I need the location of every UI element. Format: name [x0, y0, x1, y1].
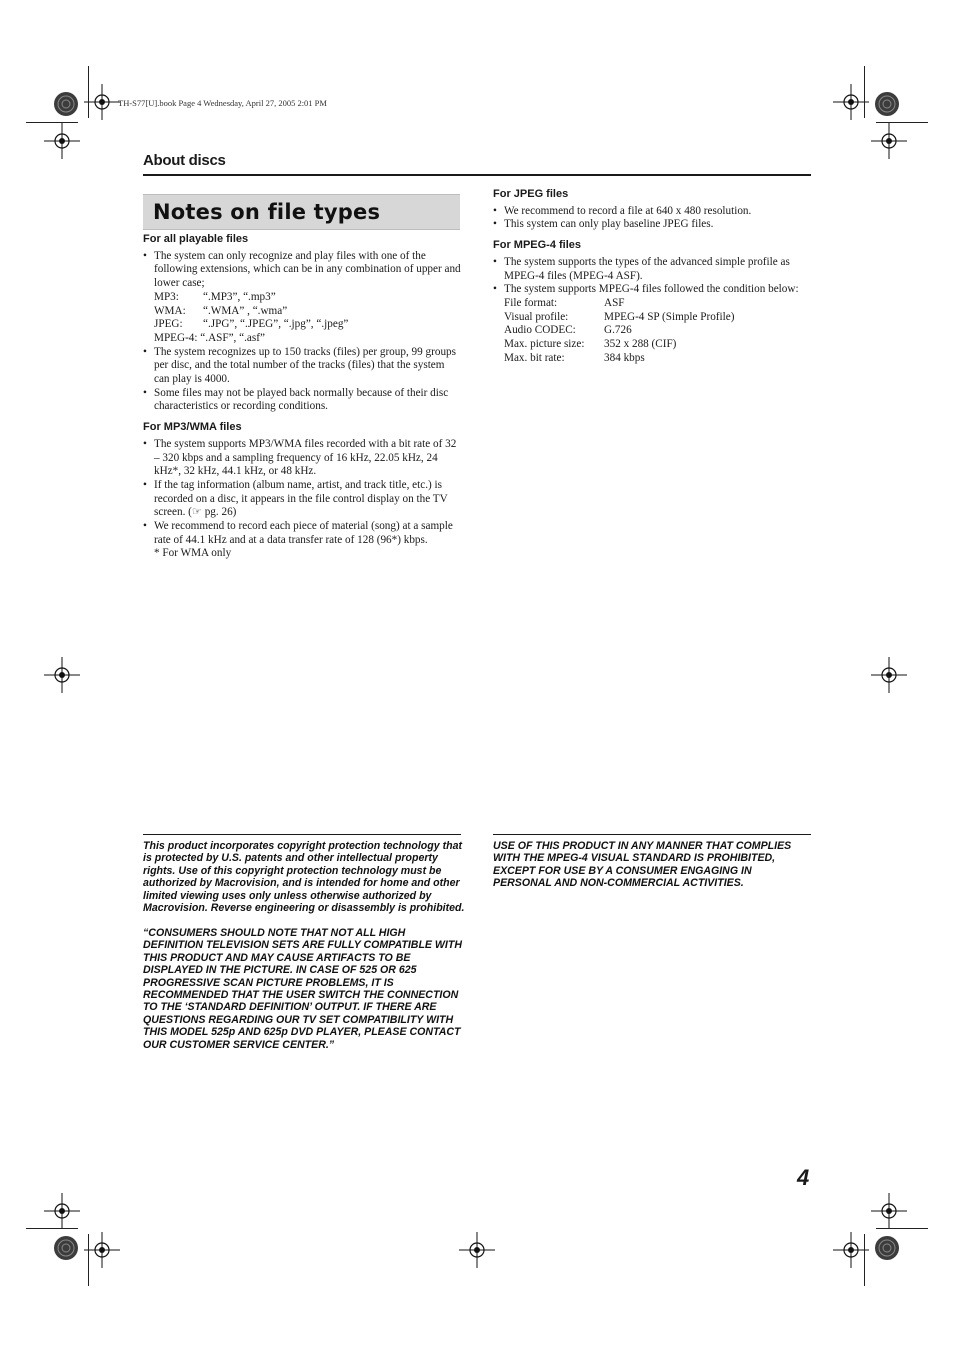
crop-line — [864, 1234, 865, 1286]
registration-mark-icon — [871, 1193, 907, 1229]
registration-mark-icon — [459, 1232, 495, 1268]
list-item: • This system can only play baseline JPEG files. — [493, 218, 811, 232]
registration-mark-icon — [871, 123, 907, 159]
section-rule — [143, 174, 811, 176]
heading-mp3-wma: For MP3/WMA files — [143, 421, 242, 434]
registration-mark-icon — [84, 1232, 120, 1268]
registration-mark-icon — [44, 1193, 80, 1229]
list-item: • The system supports the types of the advanced simple profile as MPEG-4 files (MPEG-4 ASF). — [493, 256, 811, 283]
crop-line — [88, 1234, 89, 1286]
spec-row: Max. picture size: 352 x 288 (CIF) — [504, 338, 677, 351]
heading-mpeg4: For MPEG-4 files — [493, 239, 582, 252]
spec-row: Audio CODEC: G.726 — [504, 324, 632, 337]
spiral-mark-icon — [48, 1230, 84, 1266]
spec-row: Max. bit rate: 384 kbps — [504, 351, 645, 364]
crop-line — [88, 66, 89, 118]
registration-mark-icon — [84, 84, 120, 120]
crop-line — [26, 1228, 78, 1229]
crop-line — [864, 66, 865, 118]
spec-row: File format: ASF — [504, 296, 625, 309]
list-item: • Some files may not be played back normally because of their disc characteristics or recording conditions. — [143, 387, 461, 414]
list-item: • We recommend to record a file at 640 x 480 resolution. — [493, 205, 811, 219]
list-item — [143, 250, 461, 346]
footnote: * For WMA only — [154, 547, 232, 560]
list-item: • We recommend to record each piece of material (song) at a sample rate of 44.1 kHz and at a data transfer rate of 128 (96*) kbps. — [143, 520, 461, 547]
spiral-mark-icon — [869, 86, 905, 122]
page-number: 4 — [797, 1165, 810, 1190]
list-item: • If the tag information (album name, artist, and track title, etc.) is recorded on a disc, it appears in the file control display on the TV screen. (☞ pg. 26) — [143, 479, 461, 520]
notice-rule-right — [493, 834, 811, 835]
copyright-notice — [143, 840, 465, 1051]
crop-line — [26, 122, 78, 123]
format-table — [154, 291, 348, 332]
registration-mark-icon — [871, 657, 907, 693]
section-title: About discs — [143, 152, 226, 169]
format-row: MP3: “.MP3”, “.mp3” — [154, 290, 276, 303]
bullet-text: The system supports MPEG-4 files followed the condition below: — [504, 283, 799, 296]
bullet-text: The system can only recognize and play files with one of the following extensions, which can be in any combination of upper and lower case; — [154, 249, 461, 290]
registration-mark-icon — [44, 657, 80, 693]
registration-mark-icon — [44, 123, 80, 159]
page-title: Notes on file types — [153, 200, 381, 224]
heading-all-playable: For all playable files — [143, 233, 249, 245]
mpeg4-notice — [493, 840, 813, 890]
list-item: • The system supports MP3/WMA files recorded with a bit rate of 32 – 320 kbps and a sampling frequency of 16 kHz, 22.05 kHz, 24 kHz*, 32 kHz, 44.1 kHz, or 48 kHz. — [143, 438, 461, 479]
list-item: • The system recognizes up to 150 tracks (files) per group, 99 groups per disc, and the total number of the tracks (files) that the system can play is 4000. — [143, 346, 461, 387]
left-column — [143, 233, 461, 561]
hdtv-notice: “CONSUMERS SHOULD NOTE THAT NOT ALL HIGH DEFINITION TELEVISION SETS ARE FULLY COMPATIBLE WITH THIS PRODUCT AND MAY CAUSE ARTIFACTS TO BE DISPLAYED IN THE PICTURE. IN CASE OF 525 OR 625 PROGRESSIVE SCAN PICTURE PROBLEMS, IT IS RECOMMENDED THAT THE USER SWITCH THE CONNECTION TO THE ‘STANDARD DEFINITION’ OUTPUT. IF THERE ARE QUESTIONS REGARDING OUR TV SET COMPATIBILITY WITH THIS MODEL 525p AND 625p DVD PLAYER, PLEASE CONTACT OUR CUSTOMER SERVICE CENTER.” — [143, 926, 462, 1051]
format-row: WMA: “.WMA” , “.wma” — [154, 304, 288, 317]
mpeg4-notice-text: USE OF THIS PRODUCT IN ANY MANNER THAT COMPLIES WITH THE MPEG-4 VISUAL STANDARD IS PROHIBITED, EXCEPT FOR USE BY A CONSUMER ENGAGING IN PERSONAL AND NON-COMMERCIAL ACTIVITIES. — [493, 840, 792, 890]
spiral-mark-icon — [48, 86, 84, 122]
spiral-mark-icon — [869, 1230, 905, 1266]
spec-row: Visual profile: MPEG-4 SP (Simple Profile) — [504, 310, 735, 323]
list-item — [493, 283, 811, 365]
crop-line — [876, 122, 928, 123]
print-header-info: TH-S77[U].book Page 4 Wednesday, April 27, 2005 2:01 PM — [118, 98, 327, 108]
crop-line — [876, 1228, 928, 1229]
page-title-box — [143, 194, 460, 230]
heading-jpeg: For JPEG files — [493, 188, 569, 200]
notice-rule-left — [143, 834, 461, 835]
spec-table — [504, 297, 734, 366]
macrovision-notice: This product incorporates copyright protection technology that is protected by U.S. patents and other intellectual property rights. Use of this copyright protection technology must be authorized by Macrovision, and is intended for home and other limited viewing uses only unless otherwise authorized by Macrovision. Reverse engineering or disassembly is prohibited. — [143, 840, 465, 915]
format-row: JPEG: “.JPG”, “.JPEG”, “.jpg”, “.jpeg” — [154, 318, 349, 331]
format-row-mpeg4: MPEG-4: “.ASF”, “.asf” — [154, 331, 265, 344]
right-column — [493, 188, 811, 365]
